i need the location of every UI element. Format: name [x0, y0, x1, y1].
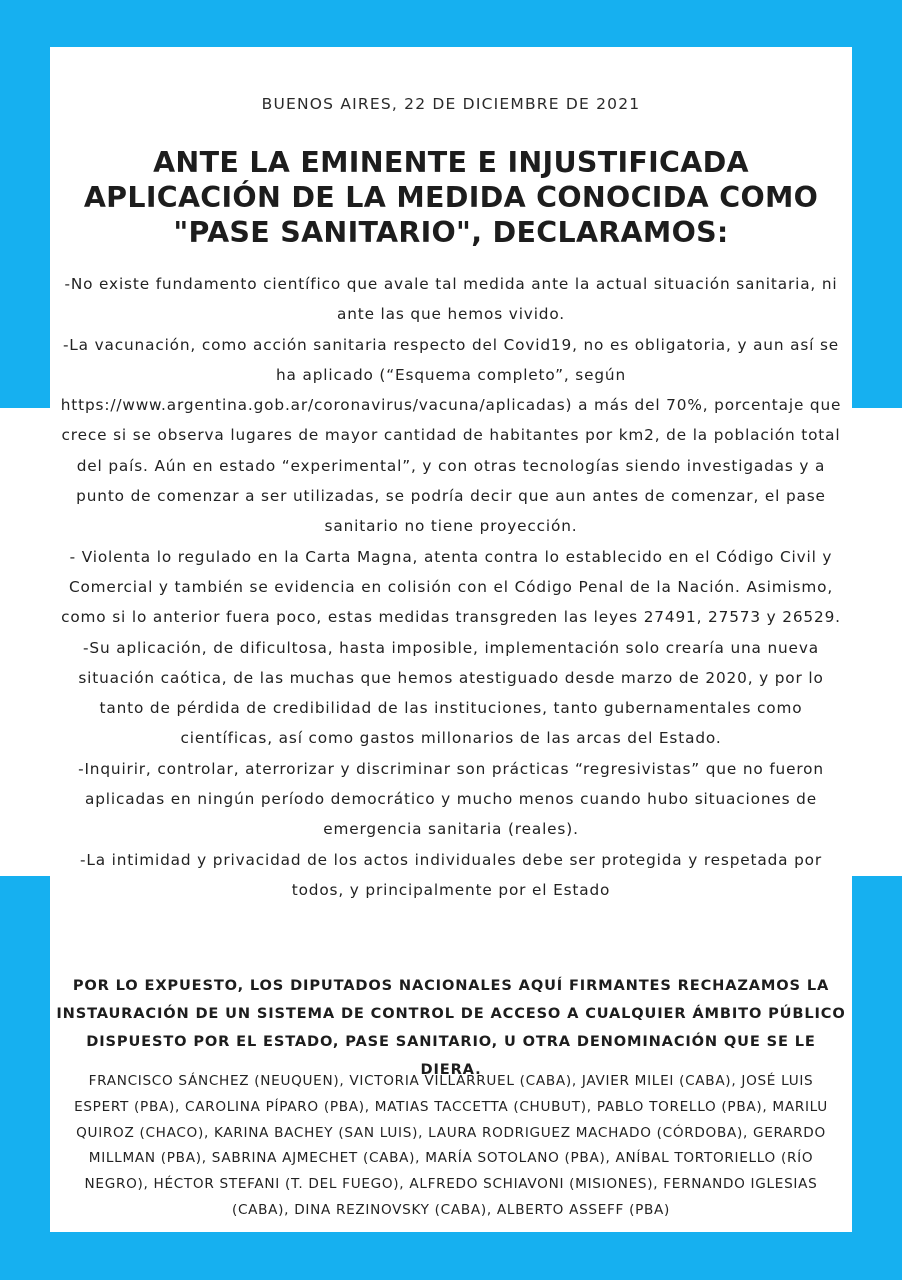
declaration-paragraph: -La vacunación, como acción sanitaria respecto del Covid19, no es obligatoria, y aun así se ha aplicado (“Esquema completo”, según https://www.argentina.gob.ar/coronavirus/vacuna/aplicadas) a más del 70%, porcentaje que crece si se observa lugares de mayor cantidad de habitantes por km2, de la población total del país. Aún en estado “experimental”, y con otras tecnologías siendo investigadas y a punto de comenzar a ser utilizadas, se podría decir que aun antes de comenzar, el pase sanitario no tiene proyección. [60, 335, 842, 536]
declaration-paragraph: -Inquirir, controlar, aterrorizar y discriminar son prácticas “regresivistas” que no fueron aplicadas en ningún período democrático y mucho menos cuando hubo situaciones de emergencia sanitaria (reales). [78, 759, 824, 839]
declaration-paragraph: - Violenta lo regulado en la Carta Magna, atenta contra lo establecido en el Código Civil y Comercial y también se evidencia en colisión con el Código Penal de la Nación. Asimismo, como si lo anterior fuera poco, estas medidas transgreden las leyes 27491, 27573 y 26529. [61, 547, 841, 627]
declaration-paragraph: -No existe fundamento científico que avale tal medida ante la actual situación sanitaria, ni ante las que hemos vivido. [64, 275, 838, 324]
declaration-body [56, 269, 846, 905]
declaration-paragraph: -Su aplicación, de dificultosa, hasta imposible, implementación solo crearía una nueva situación caótica, de las muchas que hemos atestiguado desde marzo de 2020, y por lo tanto de pérdida de credibilidad de las instituciones, tanto gubernamentales como científicas, así como gastos millonarios de las arcas del Estado. [78, 638, 824, 748]
document-card [50, 47, 852, 1232]
document-title: ANTE LA EMINENTE E INJUSTIFICADA APLICACIÓN DE LA MEDIDA CONOCIDA COMO "PASE SANITARIO", DECLARAMOS: [83, 146, 819, 249]
date-line: BUENOS AIRES, 22 DE DICIEMBRE DE 2021 [261, 95, 641, 113]
conclusion-statement: POR LO EXPUESTO, LOS DIPUTADOS NACIONALES AQUÍ FIRMANTES RECHAZAMOS LA INSTAURACIÓN DE UN SISTEMA DE CONTROL DE ACCESO A CUALQUIER ÁMBITO PÚBLICO DISPUESTO POR EL ESTADO, PASE SANITARIO, U OTRA DENOMINACIÓN QUE SE LE DIERA. [56, 977, 846, 1078]
declaration-paragraph: -La intimidad y privacidad de los actos individuales debe ser protegida y respetada por todos, y principalmente por el Estado [79, 850, 823, 899]
signers-list: FRANCISCO SÁNCHEZ (NEUQUEN), VICTORIA VILLARRUEL (CABA), JAVIER MILEI (CABA), JOSÉ LUIS ESPERT (PBA), CAROLINA PÍPARO (PBA), MATIAS TACCETTA (CHUBUT), PABLO TORELLO (PBA), MARILU QUIROZ (CHACO), KARINA BACHEY (SAN LUIS), LAURA RODRIGUEZ MACHADO (CÓRDOBA), GERARDO MILLMAN (PBA), SABRINA AJMECHET (CABA), MARÍA SOTOLANO (PBA), ANÍBAL TORTORIELLO (RÍO NEGRO), HÉCTOR STEFANI (T. DEL FUEGO), ALFREDO SCHIAVONI (MISIONES), FERNANDO IGLESIAS (CABA), DINA REZINOVSKY (CABA), ALBERTO ASSEFF (PBA) [74, 1073, 828, 1218]
